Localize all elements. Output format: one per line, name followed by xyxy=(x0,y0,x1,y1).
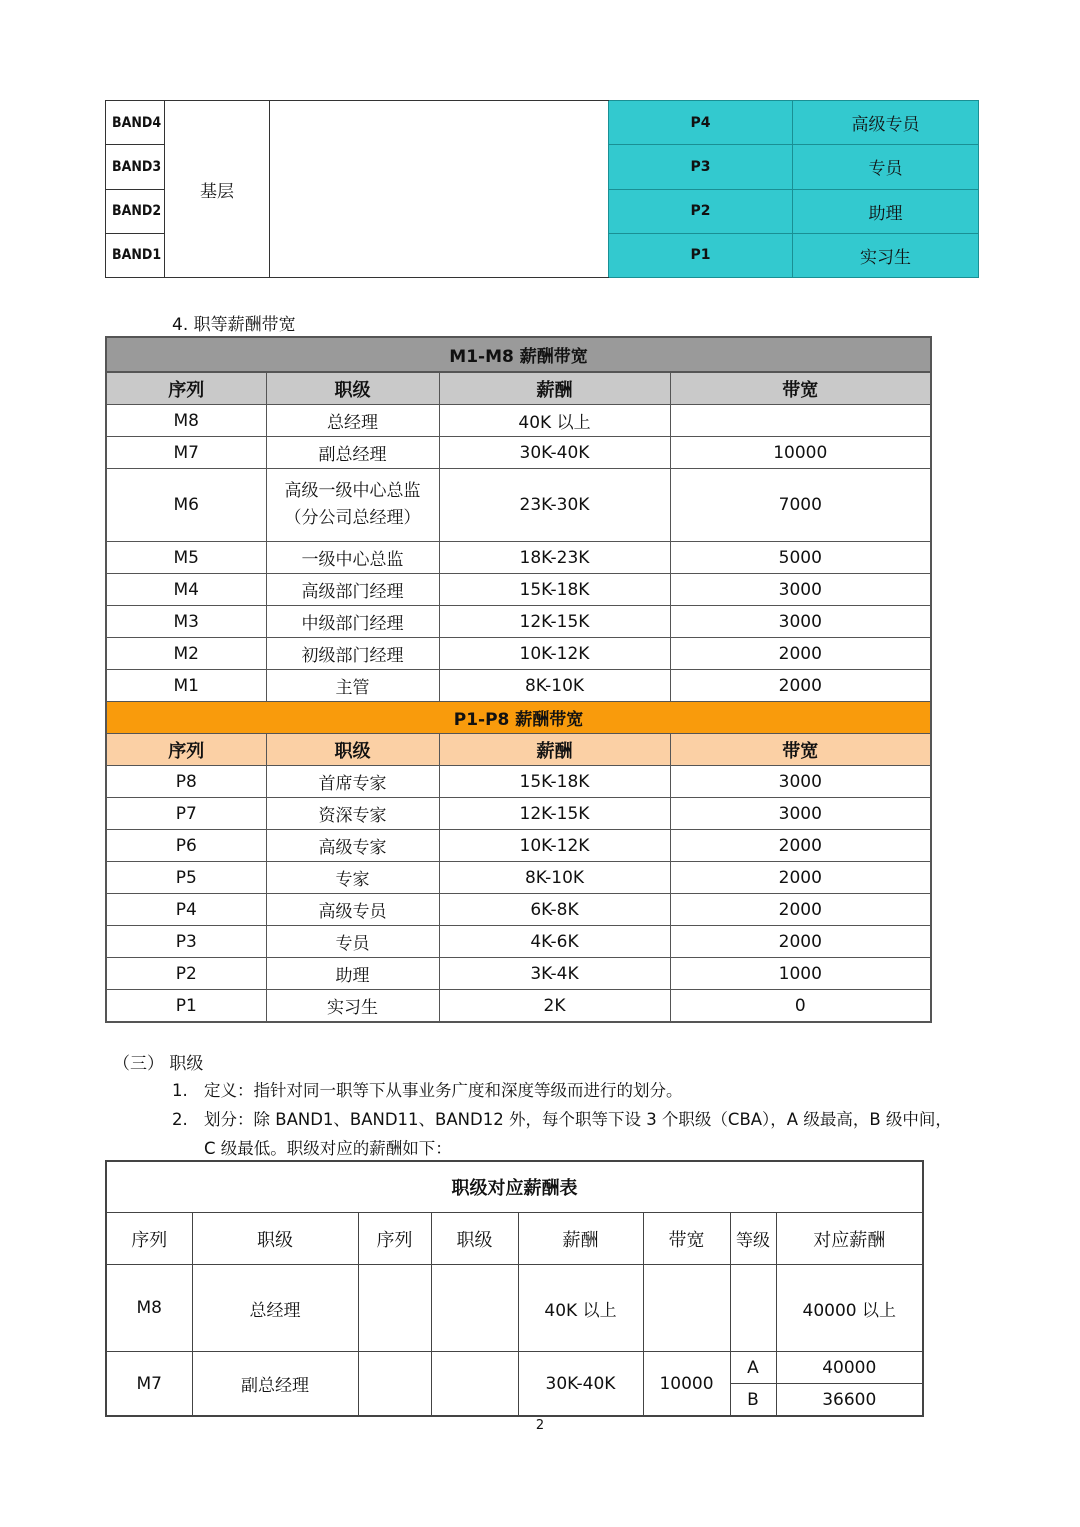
table-row xyxy=(106,926,931,958)
table-row xyxy=(106,894,931,926)
rank-cell: 主管 xyxy=(266,670,439,702)
rank-line-secondary: （分公司总经理） xyxy=(284,508,421,528)
table-cell xyxy=(730,1265,776,1352)
table-cell: M8 xyxy=(106,1265,192,1352)
header-cell: 带宽 xyxy=(670,734,931,766)
table-cell xyxy=(431,1352,518,1417)
list-number: 1. xyxy=(172,1081,188,1100)
seq-cell: M6 xyxy=(106,469,266,542)
header-cell: 职级 xyxy=(192,1213,358,1265)
salary-cell: 15K-18K xyxy=(439,574,670,606)
seq-cell: M2 xyxy=(106,638,266,670)
bandwidth-cell: 3000 xyxy=(670,574,931,606)
rank-cell: 专家 xyxy=(266,862,439,894)
table-cell: 30K-40K xyxy=(518,1352,643,1417)
empty-cell xyxy=(270,101,609,278)
header-row xyxy=(106,372,931,405)
table-cell: 10000 xyxy=(643,1352,730,1417)
bandwidth-cell: 0 xyxy=(670,990,931,1023)
p-title xyxy=(106,702,931,734)
page-number: 2 xyxy=(535,1418,545,1433)
table-row xyxy=(106,437,931,469)
rank-cell: 资深专家 xyxy=(266,798,439,830)
rank-cell: 实习生 xyxy=(266,990,439,1023)
salary-band-table xyxy=(105,336,932,1023)
list-number: 2. xyxy=(172,1110,188,1129)
table-row xyxy=(106,862,931,894)
seq-cell: P4 xyxy=(106,894,266,926)
salary-cell: 3K-4K xyxy=(439,958,670,990)
rank-cell: 一级中心总监 xyxy=(266,542,439,574)
header-cell: 职级 xyxy=(266,372,439,405)
rank-cell: 高级专家 xyxy=(266,830,439,862)
bandwidth-cell: 10000 xyxy=(670,437,931,469)
seq-cell: M3 xyxy=(106,606,266,638)
header-cell: 职级 xyxy=(431,1213,518,1265)
table-cell: 40K 以上 xyxy=(518,1265,643,1352)
seq-cell: P8 xyxy=(106,766,266,798)
seq-cell: P6 xyxy=(106,830,266,862)
table-row xyxy=(106,766,931,798)
grade-cell: B xyxy=(730,1384,776,1417)
table-cell: 40000 以上 xyxy=(776,1265,923,1352)
rank-cell: 副总经理 xyxy=(266,437,439,469)
rank-table-title: 职级对应薪酬表 xyxy=(106,1161,923,1213)
table-cell: 40000 xyxy=(776,1352,923,1384)
definition-text: 定义：指针对同一职等下从事业务广度和深度等级而进行的划分。 xyxy=(204,1081,683,1100)
seq-cell: P1 xyxy=(106,990,266,1023)
table-row xyxy=(106,405,931,437)
salary-cell: 30K-40K xyxy=(439,437,670,469)
salary-cell: 23K-30K xyxy=(439,469,670,542)
seq-cell: M8 xyxy=(106,405,266,437)
bandwidth-cell: 2000 xyxy=(670,894,931,926)
band-table xyxy=(105,100,979,278)
level-cell: 基层 xyxy=(165,101,270,278)
rank-cell: 高级部门经理 xyxy=(266,574,439,606)
division-text: 划分：除 BAND1、BAND11、BAND12 外，每个职等下设 3 个职级（CBA），A 级最高，B 级中间， xyxy=(204,1110,952,1129)
rank-cell: 高级专员 xyxy=(266,894,439,926)
section-heading: 4. 职等薪酬带宽 xyxy=(172,315,296,335)
position-code: P4 xyxy=(609,101,793,145)
position-code: P1 xyxy=(609,233,793,277)
grade-cell: A xyxy=(730,1352,776,1384)
bandwidth-cell: 3000 xyxy=(670,766,931,798)
band-cell: BAND3 xyxy=(106,145,165,189)
rank-cell: 初级部门经理 xyxy=(266,638,439,670)
bandwidth-cell: 5000 xyxy=(670,542,931,574)
bandwidth-cell: 3000 xyxy=(670,606,931,638)
table-cell: 总经理 xyxy=(192,1265,358,1352)
header-cell: 等级 xyxy=(730,1213,776,1265)
rank-cell: 助理 xyxy=(266,958,439,990)
salary-cell: 8K-10K xyxy=(439,862,670,894)
bandwidth-cell: 3000 xyxy=(670,798,931,830)
band-cell: BAND2 xyxy=(106,189,165,233)
rank-cell xyxy=(266,469,439,542)
table-cell xyxy=(431,1265,518,1352)
seq-cell: P5 xyxy=(106,862,266,894)
bandwidth-cell: 2000 xyxy=(670,638,931,670)
header-cell: 对应薪酬 xyxy=(776,1213,923,1265)
p-title-cell: P1-P8 薪酬带宽 xyxy=(106,702,931,734)
position-title: 高级专员 xyxy=(793,101,979,145)
bandwidth-cell: 2000 xyxy=(670,670,931,702)
table-row xyxy=(106,990,931,1023)
salary-cell: 10K-12K xyxy=(439,830,670,862)
header-cell: 带宽 xyxy=(643,1213,730,1265)
position-code: P3 xyxy=(609,145,793,189)
table-cell: 副总经理 xyxy=(192,1352,358,1417)
salary-cell: 15K-18K xyxy=(439,766,670,798)
seq-cell: M1 xyxy=(106,670,266,702)
header-cell: 薪酬 xyxy=(518,1213,643,1265)
position-title: 实习生 xyxy=(793,233,979,277)
bandwidth-cell: 7000 xyxy=(670,469,931,542)
header-cell: 带宽 xyxy=(670,372,931,405)
seq-cell: P2 xyxy=(106,958,266,990)
band-cell: BAND1 xyxy=(106,233,165,277)
salary-cell: 18K-23K xyxy=(439,542,670,574)
bandwidth-cell: 2000 xyxy=(670,862,931,894)
header-cell: 薪酬 xyxy=(439,372,670,405)
header-cell: 序列 xyxy=(358,1213,431,1265)
table-row xyxy=(106,670,931,702)
salary-cell: 12K-15K xyxy=(439,606,670,638)
seq-cell: M4 xyxy=(106,574,266,606)
rank-salary-table xyxy=(105,1160,924,1417)
salary-cell: 4K-6K xyxy=(439,926,670,958)
table-row xyxy=(106,830,931,862)
position-title: 专员 xyxy=(793,145,979,189)
m-title xyxy=(106,337,931,372)
rank-cell: 专员 xyxy=(266,926,439,958)
salary-cell: 10K-12K xyxy=(439,638,670,670)
table-cell xyxy=(358,1352,431,1417)
table-row xyxy=(106,606,931,638)
rank-cell: 首席专家 xyxy=(266,766,439,798)
table-row xyxy=(106,638,931,670)
table-cell: M7 xyxy=(106,1352,192,1417)
division-item xyxy=(172,1106,952,1130)
bandwidth-cell: 2000 xyxy=(670,926,931,958)
salary-cell: 6K-8K xyxy=(439,894,670,926)
bandwidth-cell xyxy=(670,405,931,437)
salary-cell: 12K-15K xyxy=(439,798,670,830)
bandwidth-cell: 2000 xyxy=(670,830,931,862)
band-cell: BAND4 xyxy=(106,101,165,145)
seq-cell: M7 xyxy=(106,437,266,469)
table-cell xyxy=(643,1265,730,1352)
header-cell: 序列 xyxy=(106,372,266,405)
m-title-cell: M1-M8 薪酬带宽 xyxy=(106,337,931,372)
header-cell: 序列 xyxy=(106,1213,192,1265)
header-row xyxy=(106,734,931,766)
table-row xyxy=(106,542,931,574)
header-cell: 职级 xyxy=(266,734,439,766)
rank-cell: 中级部门经理 xyxy=(266,606,439,638)
definition-item xyxy=(172,1077,683,1101)
position-code: P2 xyxy=(609,189,793,233)
table-row xyxy=(106,958,931,990)
division-text-continued: C 级最低。职级对应的薪酬如下： xyxy=(204,1139,452,1158)
seq-cell: M5 xyxy=(106,542,266,574)
salary-cell: 2K xyxy=(439,990,670,1023)
table-cell: 36600 xyxy=(776,1384,923,1417)
salary-cell: 40K 以上 xyxy=(439,405,670,437)
seq-cell: P3 xyxy=(106,926,266,958)
table-row xyxy=(106,798,931,830)
header-cell: 序列 xyxy=(106,734,266,766)
table-row xyxy=(106,469,931,542)
bandwidth-cell: 1000 xyxy=(670,958,931,990)
table-cell xyxy=(358,1265,431,1352)
rank-line: 高级一级中心总监 xyxy=(284,481,421,501)
rank-section-heading: （三） 职级 xyxy=(113,1054,204,1074)
position-title: 助理 xyxy=(793,189,979,233)
header-cell: 薪酬 xyxy=(439,734,670,766)
salary-cell: 8K-10K xyxy=(439,670,670,702)
rank-cell: 总经理 xyxy=(266,405,439,437)
seq-cell: P7 xyxy=(106,798,266,830)
table-row xyxy=(106,574,931,606)
